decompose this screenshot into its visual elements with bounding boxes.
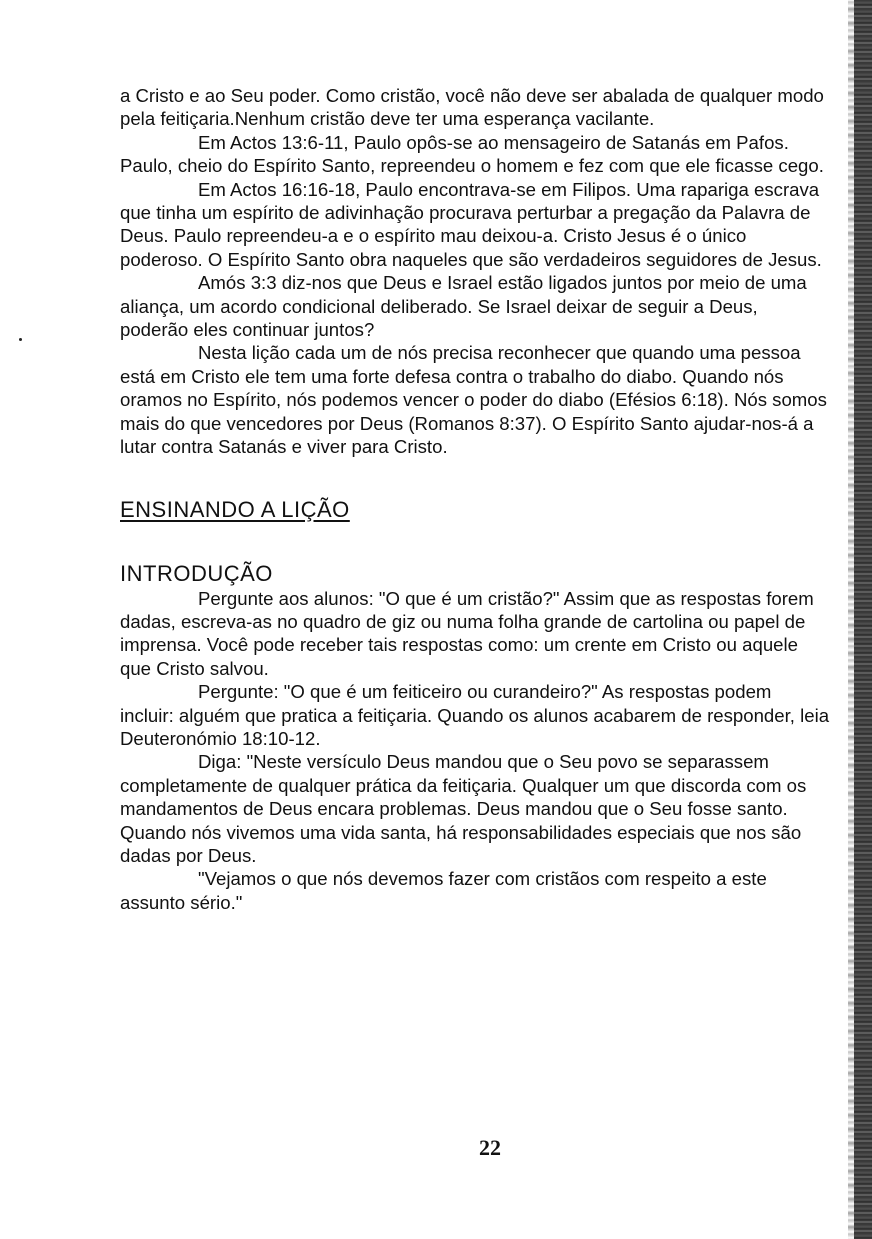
paragraph: Amós 3:3 diz-nos que Deus e Israel estão ligados juntos por meio de uma aliança, um acordo condicional deliberado. Se Israel deixar de seguir a Deus, poderão eles continuar juntos? — [120, 272, 807, 341]
paragraph: Nesta lição cada um de nós precisa reconhecer que quando uma pessoa está em Cristo ele tem uma forte defesa contra o trabalho do diabo. Quando nós oramos no Espírito, nós podemos vencer o poder do diabo (Efésios 6:18). Nós somos mais do que vencedores por Deus (Romanos 8:37). O Espírito Santo ajudar-nos-á a lutar contra Satanás e viver para Cristo. — [120, 342, 827, 458]
paragraph: Em Actos 13:6-11, Paulo opôs-se ao mensageiro de Satanás em Pafos. Paulo, cheio do Espírito Santo, repreendeu o homem e fez com que ele ficasse cego. — [120, 131, 824, 177]
paragraph: "Vejamos o que nós devemos fazer com cristãos com respeito a este assunto sério." — [120, 868, 767, 913]
scan-edge-shadow — [854, 0, 872, 1239]
subsection-heading: INTRODUÇÃO — [120, 560, 273, 586]
page-number: 22 — [479, 1135, 501, 1160]
paragraph: Em Actos 16:16-18, Paulo encontrava-se em Filipos. Uma rapariga escrava que tinha um espírito de adivinhação procurava perturbar a pregação da Palavra de Deus. Paulo repreendeu-a e o espírito mau deixou-a. Cristo Jesus é o único poderoso. O Espírito Santo obra naqueles que são verdadeiros seguidores de Jesus. — [120, 178, 822, 270]
paragraph: Pergunte: "O que é um feiticeiro ou curandeiro?" As respostas podem incluir: alguém que pratica a feitiçaria. Quando os alunos acabarem de responder, leia Deuteronómio 18:10-12. — [120, 681, 830, 749]
paragraph: Diga: "Neste versículo Deus mandou que o Seu povo se separassem completamente de qualquer prática da feitiçaria. Qualquer um que discorda com os mandamentos de Deus encara problemas. Deus mandou que o Seu fosse santo. Quando nós vivemos uma vida santa, há responsabilidades especiais que nos são dadas por Deus. — [120, 751, 807, 866]
paragraph: Pergunte aos alunos: "O que é um cristão?" Assim que as respostas forem dadas, escreva-as no quadro de giz ou numa folha grande de cartolina ou papel de imprensa. Você pode receber tais respostas como: um crente em Cristo ou aquele que Cristo salvou. — [120, 587, 814, 679]
section-heading: ENSINANDO A LIÇÃO — [120, 496, 350, 522]
scan-edge-noise — [848, 0, 854, 1239]
paragraph: a Cristo e ao Seu poder. Como cristão, você não deve ser abalada de qualquer modo pela feitiçaria.Nenhum cristão deve ter uma esperança vacilante. — [120, 85, 824, 130]
scan-speck — [19, 338, 22, 341]
page-body — [120, 84, 830, 914]
